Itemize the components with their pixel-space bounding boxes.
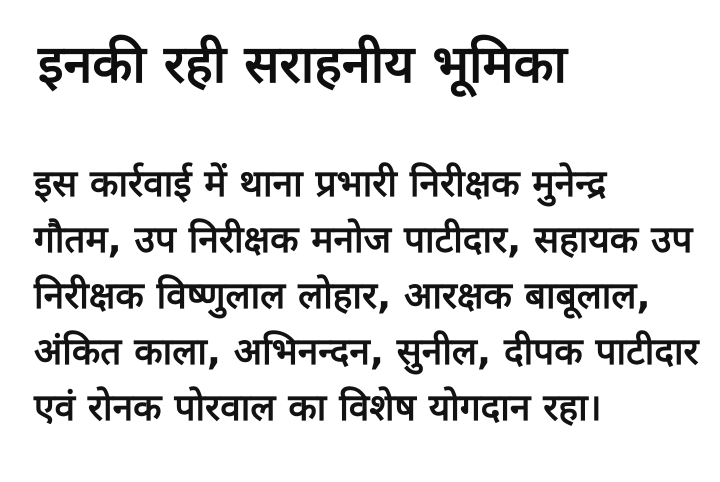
article-body-line-3: निरीक्षक विष्णुलाल लोहार, आरक्षक बाबूलाल, — [34, 274, 651, 317]
article-body — [34, 156, 699, 436]
article-headline: इनकी रही सराहनीय भूमिका — [38, 35, 567, 95]
article-body-line-4: अंकित काला, अभिनन्दन, सुनील, दीपक पाटीदार — [34, 330, 699, 373]
article-body-line-2: गौतम, उप निरीक्षक मनोज पाटीदार, सहायक उप — [34, 218, 693, 261]
article-body-line-1: इस कार्रवाई में थाना प्रभारी निरीक्षक मुनेन्द्र — [34, 162, 607, 205]
article-body-line-5: एवं रोनक पोरवाल का विशेष योगदान रहा। — [34, 386, 602, 429]
